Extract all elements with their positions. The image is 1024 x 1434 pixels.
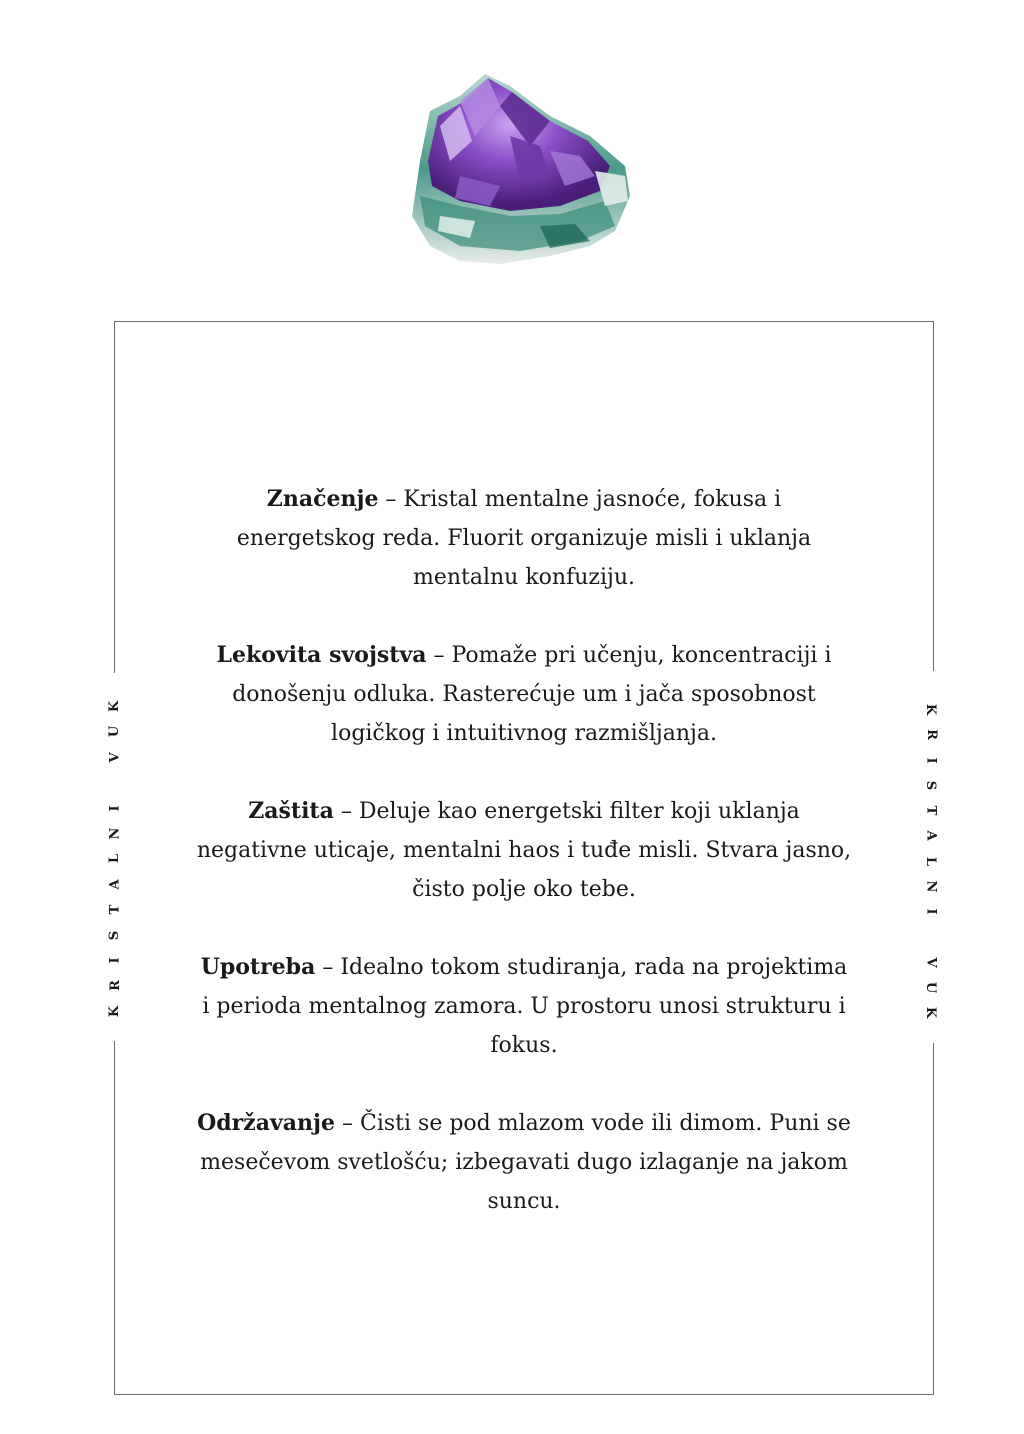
brand-letter: I [107, 957, 123, 964]
section-protection [196, 792, 852, 909]
section-heading: Lekovita svojstva [216, 642, 427, 668]
side-brand-label-left [105, 700, 125, 1018]
brand-letter: N [923, 880, 939, 893]
frame-right-border-lower [933, 1043, 934, 1395]
crystal-description [196, 480, 852, 1260]
brand-letter [109, 780, 122, 785]
brand-letter: S [107, 930, 123, 940]
brand-letter: U [107, 726, 123, 738]
brand-letter: A [107, 879, 123, 890]
section-text: – Kristal mentalne jasnoće, fokusa i energetskog reda. Fluorit organizuje misli i uklanja mentalnu konfuziju. [236, 487, 812, 590]
brand-letter: K [107, 700, 123, 713]
section-text: – Idealno tokom studiranja, rada na projektima i perioda mentalnog zamora. U prostoru unosi strukturu i fokus. [202, 955, 848, 1058]
brand-letter: R [107, 980, 123, 992]
fluorite-crystal-image [400, 66, 640, 276]
brand-letter: I [923, 908, 939, 915]
brand-letter [925, 934, 938, 939]
section-meaning [196, 480, 852, 597]
brand-letter: K [923, 1006, 939, 1019]
brand-letter: V [107, 752, 123, 763]
brand-letter: I [107, 805, 123, 812]
section-text: – Deluje kao energetski filter koji uklanja negativne uticaje, mentalni haos i tuđe misli. Stvara jasno, čisto polje oko tebe. [196, 799, 852, 902]
frame-right-border-upper [933, 321, 934, 671]
frame-left-border-upper [114, 321, 115, 673]
brand-letter: I [923, 756, 939, 764]
brand-letter: K [107, 1005, 123, 1018]
brand-letter: L [107, 854, 123, 864]
brand-letter: V [923, 956, 939, 968]
brand-letter: A [923, 830, 939, 841]
frame-top-border [114, 321, 934, 322]
brand-letter: T [923, 805, 939, 816]
side-brand-label-right [921, 703, 941, 1019]
section-maintenance [196, 1104, 852, 1221]
section-healing-properties [196, 636, 852, 753]
frame-bottom-border [114, 1394, 934, 1395]
section-heading: Zaštita [248, 798, 334, 824]
section-heading: Održavanje [197, 1110, 336, 1136]
brand-letter: K [923, 703, 939, 716]
section-text: – Čisti se pod mlazom vode ili dimom. Puni se mesečevom svetlošću; izbegavati dugo izlaganje na jakom suncu. [200, 1111, 851, 1214]
section-usage [196, 948, 852, 1065]
brand-letter: N [107, 827, 123, 840]
frame-left-border-lower [114, 1041, 115, 1395]
section-heading: Značenje [266, 486, 379, 512]
section-heading: Upotreba [200, 954, 316, 980]
brand-letter: S [923, 780, 939, 790]
brand-letter: R [923, 729, 939, 741]
section-text: – Pomaže pri učenju, koncentraciji i donošenju odluka. Rasterećuje um i jača sposobnost logičkog i intuitivnog razmišljanja. [232, 643, 832, 746]
brand-letter: U [923, 981, 939, 993]
brand-letter: T [107, 904, 123, 915]
brand-letter: L [923, 856, 939, 866]
